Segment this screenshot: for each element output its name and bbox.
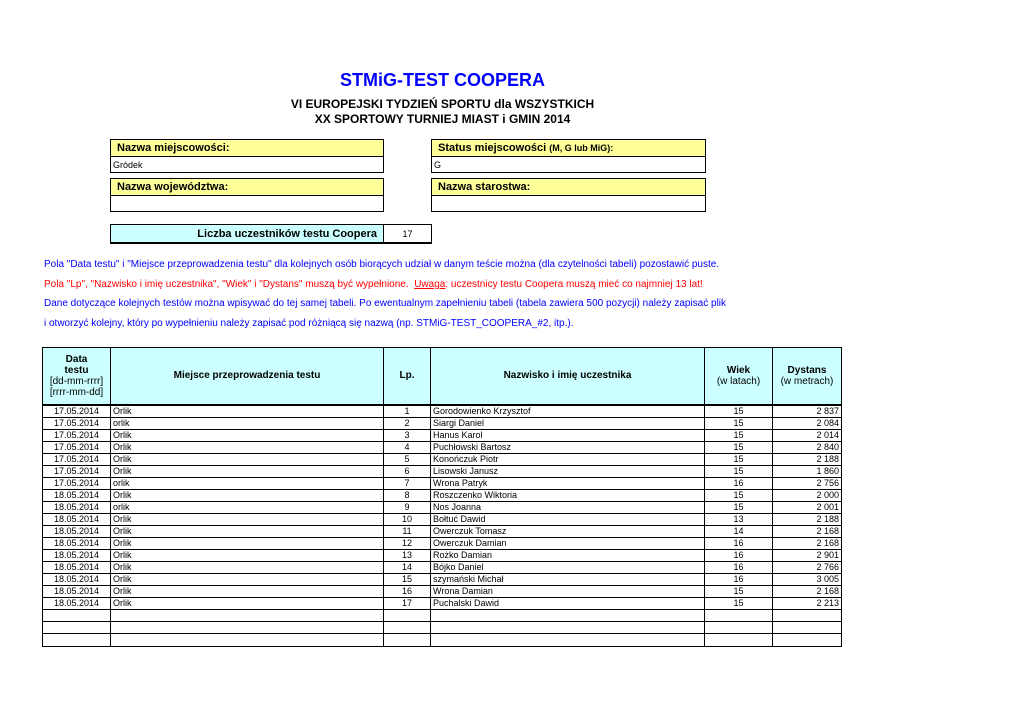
cell-empty[interactable] [384, 621, 431, 633]
cell-age[interactable]: 15 [705, 465, 773, 477]
subtitle-tournament: XX SPORTOWY TURNIEJ MIAST i GMIN 2014 [314, 112, 571, 126]
header-distance-line1: Dystans [787, 364, 827, 376]
table-row [43, 429, 842, 441]
cell-empty[interactable] [43, 609, 111, 621]
wojewodztwo-field [110, 178, 384, 212]
cell-date[interactable]: 18.05.2014 [43, 501, 111, 513]
cell-empty[interactable] [43, 621, 111, 633]
table-row [43, 441, 842, 453]
participant-count [110, 224, 432, 244]
cell-lp[interactable]: 3 [384, 429, 431, 441]
cell-empty[interactable] [431, 621, 705, 633]
cell-distance[interactable]: 2 168 [773, 537, 842, 549]
cell-date[interactable]: 18.05.2014 [43, 513, 111, 525]
cell-date[interactable]: 17.05.2014 [43, 417, 111, 429]
cell-lp[interactable]: 14 [384, 561, 431, 573]
cell-date[interactable]: 17.05.2014 [43, 477, 111, 489]
cell-distance[interactable]: 2 188 [773, 453, 842, 465]
cell-name[interactable]: Lisowski Janusz [431, 465, 705, 477]
table-row [43, 585, 842, 597]
cell-name[interactable]: Puchłowski Bartosz [431, 441, 705, 453]
cell-place[interactable]: Orlik [111, 441, 384, 453]
cell-date[interactable]: 18.05.2014 [43, 489, 111, 501]
status-label-text: Status miejscowości [438, 142, 547, 154]
miejscowosc-field [110, 139, 384, 173]
table-row [43, 405, 842, 418]
page-title: STMiG-TEST COOPERA [339, 70, 545, 90]
cell-distance[interactable]: 3 005 [773, 573, 842, 585]
cell-date[interactable]: 18.05.2014 [43, 525, 111, 537]
cell-age[interactable]: 15 [705, 405, 773, 418]
cell-place[interactable]: Orlik [111, 561, 384, 573]
starostwo-field [431, 178, 706, 212]
cell-empty[interactable] [773, 609, 842, 621]
cell-name[interactable]: Wrona Patryk [431, 477, 705, 489]
cell-age[interactable]: 13 [705, 513, 773, 525]
cell-empty[interactable] [431, 633, 705, 646]
cell-name[interactable]: Gorodowienko Krzysztof [431, 405, 705, 418]
header-lp: Lp. [384, 348, 431, 405]
cell-name[interactable]: Puchalski Dawid [431, 597, 705, 609]
starostwo-label: Nazwa starostwa: [432, 179, 705, 196]
cell-distance[interactable]: 2 084 [773, 417, 842, 429]
header-distance [773, 348, 842, 405]
table-row [43, 537, 842, 549]
table-row-empty [43, 609, 842, 621]
note-warning-word: Uwaga [414, 279, 446, 290]
table-row [43, 549, 842, 561]
table-header-row [43, 348, 842, 405]
cell-age[interactable]: 16 [705, 477, 773, 489]
note-required-text: Pola "Lp", "Nazwisko i imię uczestnika", "Wiek" i "Dystans" muszą być wypełnione. [44, 279, 409, 290]
status-label [432, 140, 705, 157]
cell-age[interactable]: 15 [705, 489, 773, 501]
cell-place[interactable]: Orlik [111, 405, 384, 418]
results-table [42, 347, 842, 647]
cell-name[interactable]: Nos Joanna [431, 501, 705, 513]
header-date [43, 348, 111, 405]
cell-empty[interactable] [384, 633, 431, 646]
participant-count-value[interactable]: 17 [402, 229, 413, 239]
cell-distance[interactable]: 2 188 [773, 513, 842, 525]
miejscowosc-label: Nazwa miejscowości: [111, 140, 383, 157]
table-row-empty [43, 633, 842, 646]
cell-lp[interactable]: 7 [384, 477, 431, 489]
cell-distance[interactable]: 2 168 [773, 585, 842, 597]
cell-name[interactable]: szymański Michał [431, 573, 705, 585]
cell-name[interactable]: Hanus Karol [431, 429, 705, 441]
wojewodztwo-input[interactable] [111, 196, 383, 212]
cell-empty[interactable] [705, 633, 773, 646]
cell-age[interactable]: 15 [705, 441, 773, 453]
subtitle-event: VI EUROPEJSKI TYDZIEŃ SPORTU dla WSZYSTKICH [290, 97, 595, 111]
cell-place[interactable]: Orlik [111, 573, 384, 585]
cell-distance[interactable]: 2 014 [773, 429, 842, 441]
header-distance-line2: (w metrach) [780, 375, 834, 387]
cell-place[interactable]: Orlik [111, 549, 384, 561]
cell-place[interactable]: Orlik [111, 525, 384, 537]
cell-empty[interactable] [111, 633, 384, 646]
cell-name[interactable]: Owerczuk Damian [431, 537, 705, 549]
cell-place[interactable]: orlik [111, 417, 384, 429]
cell-age[interactable]: 15 [705, 501, 773, 513]
header-date-format1: [dd-mm-rrrr] [49, 375, 104, 387]
cell-distance[interactable]: 2 840 [773, 441, 842, 453]
cell-age[interactable]: 15 [705, 585, 773, 597]
table-row [43, 465, 842, 477]
cell-empty[interactable] [384, 609, 431, 621]
header-age-line2: (w latach) [716, 375, 761, 387]
cell-lp[interactable]: 2 [384, 417, 431, 429]
cell-age[interactable]: 16 [705, 537, 773, 549]
participant-count-label: Liczba uczestników testu Coopera [111, 225, 384, 242]
header-date-format2: [rrrr-mm-dd] [49, 386, 104, 398]
cell-age[interactable]: 16 [705, 549, 773, 561]
cell-name[interactable]: Siargi Daniel [431, 417, 705, 429]
cell-place[interactable]: Orlik [111, 513, 384, 525]
cell-place[interactable]: orlik [111, 477, 384, 489]
table-row [43, 525, 842, 537]
cell-empty[interactable] [773, 621, 842, 633]
cell-place[interactable]: Orlik [111, 429, 384, 441]
table-row [43, 573, 842, 585]
cell-lp[interactable]: 9 [384, 501, 431, 513]
starostwo-input[interactable] [432, 196, 705, 212]
cell-empty[interactable] [705, 609, 773, 621]
cell-lp[interactable]: 15 [384, 573, 431, 585]
cell-empty[interactable] [43, 633, 111, 646]
header-date-line1: Data [65, 353, 88, 365]
cell-distance[interactable]: 2 001 [773, 501, 842, 513]
cell-date[interactable]: 17.05.2014 [43, 441, 111, 453]
note-multiple-tests: Dane dotyczące kolejnych testów można wpisywać do tej samej tabeli. Po ewentualnym zapełnieniu tabeli (tabela zawiera 500 pozycji) należy zapisać plik [44, 298, 727, 309]
cell-name[interactable]: Owerczuk Tomasz [431, 525, 705, 537]
note-new-file: i otworzyć kolejny, który po wypełnieniu należy zapisać pod różniącą się nazwą (np. STMiG-TEST_COOPERA_#2, itp.). [44, 318, 574, 329]
cell-name[interactable]: Rożko Damian [431, 549, 705, 561]
cell-date[interactable]: 18.05.2014 [43, 597, 111, 609]
cell-name[interactable]: Bójko Daniel [431, 561, 705, 573]
status-field [431, 139, 706, 173]
table-row [43, 561, 842, 573]
note-required-fields [44, 279, 703, 290]
cell-date[interactable]: 17.05.2014 [43, 405, 111, 418]
cell-place[interactable]: Orlik [111, 465, 384, 477]
cell-date[interactable]: 18.05.2014 [43, 561, 111, 573]
cell-place[interactable]: Orlik [111, 597, 384, 609]
cell-name[interactable]: Konończuk Piotr [431, 453, 705, 465]
cell-distance[interactable]: 2 168 [773, 525, 842, 537]
cell-lp[interactable]: 6 [384, 465, 431, 477]
cell-name[interactable]: Roszczenko Wiktoria [431, 489, 705, 501]
header-date-line2: testu [64, 364, 89, 376]
table-row-empty [43, 621, 842, 633]
cell-name[interactable]: Wrona Damian [431, 585, 705, 597]
cell-empty[interactable] [431, 609, 705, 621]
table-row [43, 417, 842, 429]
cell-age[interactable]: 14 [705, 525, 773, 537]
cell-age[interactable]: 15 [705, 417, 773, 429]
table-row [43, 597, 842, 609]
cell-date[interactable]: 17.05.2014 [43, 465, 111, 477]
cell-date[interactable]: 17.05.2014 [43, 429, 111, 441]
table-row [43, 489, 842, 501]
cell-distance[interactable]: 2 756 [773, 477, 842, 489]
miejscowosc-input[interactable]: Gródek [113, 160, 143, 170]
cell-lp[interactable]: 12 [384, 537, 431, 549]
cell-lp[interactable]: 13 [384, 549, 431, 561]
cell-place[interactable]: Orlik [111, 453, 384, 465]
table-row [43, 501, 842, 513]
cell-distance[interactable]: 2 000 [773, 489, 842, 501]
cell-lp[interactable]: 16 [384, 585, 431, 597]
header-name: Nazwisko i imię uczestnika [431, 348, 705, 405]
cell-date[interactable]: 18.05.2014 [43, 537, 111, 549]
status-input[interactable]: G [434, 160, 442, 170]
wojewodztwo-label: Nazwa województwa: [111, 179, 383, 196]
cell-empty[interactable] [111, 621, 384, 633]
note-warning-text: : uczestnicy testu Coopera muszą mieć co najmniej 13 lat! [445, 279, 703, 290]
note-optional-fields: Pola "Data testu" i "Miejsce przeprowadzenia testu" dla kolejnych osób biorących udział w danym teście można (dla czytelności tabeli) pozostawić puste. [44, 259, 720, 270]
cell-date[interactable]: 17.05.2014 [43, 453, 111, 465]
cell-lp[interactable]: 8 [384, 489, 431, 501]
cell-age[interactable]: 15 [705, 597, 773, 609]
cell-lp[interactable]: 1 [384, 405, 431, 418]
cell-lp[interactable]: 4 [384, 441, 431, 453]
header-age [705, 348, 773, 405]
cell-distance[interactable]: 2 901 [773, 549, 842, 561]
cell-date[interactable]: 18.05.2014 [43, 585, 111, 597]
cell-age[interactable]: 15 [705, 453, 773, 465]
table-row [43, 477, 842, 489]
cell-place[interactable]: Orlik [111, 585, 384, 597]
cell-name[interactable]: Bołtuć Dawid [431, 513, 705, 525]
cell-distance[interactable]: 2 837 [773, 405, 842, 418]
cell-date[interactable]: 18.05.2014 [43, 549, 111, 561]
table-row [43, 453, 842, 465]
header-place: Miejsce przeprowadzenia testu [111, 348, 384, 405]
cell-age[interactable]: 16 [705, 561, 773, 573]
cell-distance[interactable]: 2 766 [773, 561, 842, 573]
cell-lp[interactable]: 11 [384, 525, 431, 537]
cell-lp[interactable]: 10 [384, 513, 431, 525]
header-age-line1: Wiek [726, 364, 751, 376]
cell-empty[interactable] [705, 621, 773, 633]
cell-distance[interactable]: 2 213 [773, 597, 842, 609]
status-label-hint: (M, G lub MiG): [549, 143, 614, 153]
cell-lp[interactable]: 17 [384, 597, 431, 609]
cell-place[interactable]: orlik [111, 501, 384, 513]
cell-age[interactable]: 16 [705, 573, 773, 585]
cell-place[interactable]: Orlik [111, 537, 384, 549]
cell-empty[interactable] [773, 633, 842, 646]
cell-place[interactable]: Orlik [111, 489, 384, 501]
cell-lp[interactable]: 5 [384, 453, 431, 465]
cell-empty[interactable] [111, 609, 384, 621]
cell-date[interactable]: 18.05.2014 [43, 573, 111, 585]
table-row [43, 513, 842, 525]
cell-age[interactable]: 15 [705, 429, 773, 441]
cell-distance[interactable]: 1 860 [773, 465, 842, 477]
